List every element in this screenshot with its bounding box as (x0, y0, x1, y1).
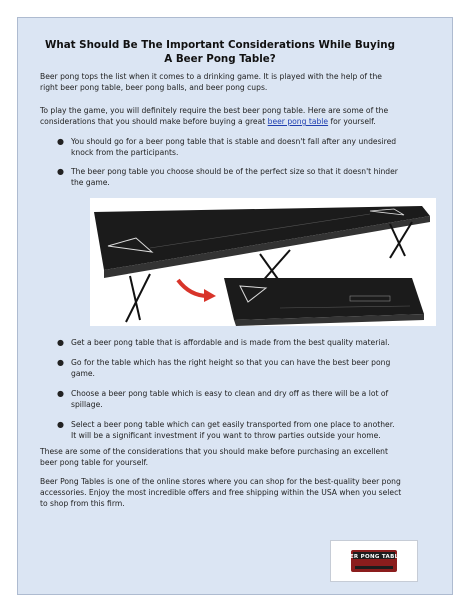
bullet-list-top (57, 136, 402, 188)
beer-pong-table-link[interactable]: beer pong table (267, 117, 329, 126)
list-item-text: The beer pong table you choose should be of the perfect size so that it doesn't hinder the game. (71, 167, 398, 187)
list-item (57, 357, 402, 379)
bullet-icon: ● (57, 137, 64, 146)
document-title: What Should Be The Important Considerations While Buying A Beer Pong Table? (45, 39, 395, 65)
bullet-icon: ● (57, 358, 64, 367)
list-item (57, 419, 402, 441)
intro-paragraph: Beer pong tops the list when it comes to a drinking game. It is played with the help of the right beer pong table, beer pong balls, and beer pong cups. (40, 72, 382, 92)
beer-pong-tables-logo (331, 541, 417, 581)
list-item (57, 337, 402, 348)
considerations-paragraph (40, 105, 402, 127)
bullet-icon: ● (57, 167, 64, 176)
summary-paragraph: These are some of the considerations that you should make before purchasing an excellent beer pong table for yourself. (40, 447, 388, 467)
list-item-text: Select a beer pong table which can get easily transported from one place to another. It will be a significant investment if you want to throw parties outside your home. (71, 420, 395, 440)
list-item-text: Get a beer pong table that is affordable and is made from the best quality material. (71, 338, 390, 347)
beer-pong-table-photo (90, 198, 436, 326)
bullet-icon: ● (57, 338, 64, 347)
beer-pong-table-illustration (90, 198, 436, 326)
list-item-text: Go for the table which has the right height so that you can have the best beer pong game. (71, 358, 391, 378)
store-paragraph: Beer Pong Tables is one of the online stores where you can shop for the best-quality beer pong accessories. Enjoy the most incredible offers and free shipping within the USA when you select to shop from this firm. (40, 477, 402, 508)
para2-text-after: for yourself. (328, 117, 376, 126)
list-item (57, 166, 402, 188)
bullet-icon: ● (57, 420, 64, 429)
arrow-icon (178, 280, 208, 296)
bullet-list-bottom (57, 337, 402, 441)
list-item (57, 136, 402, 158)
bullet-icon: ● (57, 389, 64, 398)
svg-text:BEER PONG TABLES: BEER PONG TABLES (341, 554, 407, 560)
list-item-text: You should go for a beer pong table that is stable and doesn't fall after any undesired knock from the participants. (71, 137, 397, 157)
para2-text-before: To play the game, you will definitely require the best beer pong table. Here are some of the considerations that you should make before buying a great (40, 106, 389, 126)
store-logo (330, 540, 418, 582)
list-item-text: Choose a beer pong table which is easy to clean and dry off as there will be a lot of spillage. (71, 389, 389, 409)
list-item (57, 388, 402, 410)
